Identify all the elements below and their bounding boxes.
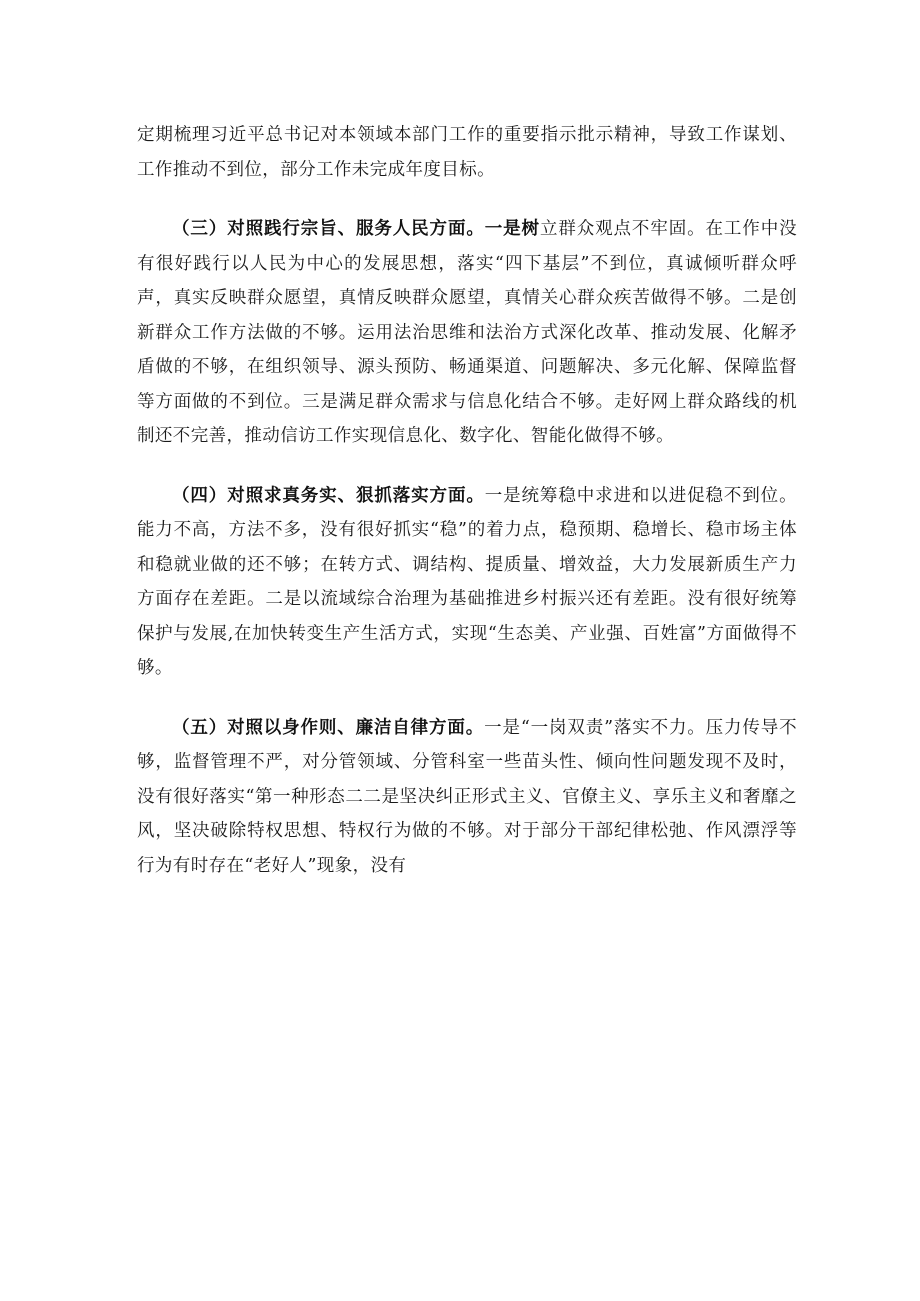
section-heading: （五）对照以身作则、廉洁自律方面。 [172, 717, 485, 738]
paragraph-section-3 [137, 212, 797, 454]
paragraph-text: 一是“一岗双责”落实不力。压力传导不够，监督管理不严，对分管领域、分管科室一些苗头性、倾向性问题发现不及时，没有很好落实“第一种形态二二是坚决纠正形式主义、官僚主义、享乐主义和奢靡之风，坚决破除特权思想、特权行为做的不够。对于部分干部纪律松弛、作风漂浮等行为有时存在“老好人”现象，没有 [137, 717, 797, 876]
paragraph-section-4 [137, 479, 797, 686]
section-heading: （四）对照求真务实、狠抓落实方面。 [172, 485, 485, 506]
paragraph-text: 立群众观点不牢固。在工作中没有很好践行以人民为中心的发展思想，落实“四下基层”不到位，真诚倾听群众呼声，真实反映群众愿望，真情反映群众愿望，真情关心群众疾苦做得不够。二是创新群众工作方法做的不够。运用法治思维和法治方式深化改革、推动发展、化解矛盾做的不够，在组织领导、源头预防、畅通渠道、问题解决、多元化解、保障监督等方面做的不到位。三是满足群众需求与信息化结合不够。走好网上群众路线的机制还不完善，推动信访工作实现信息化、数字化、智能化做得不够。 [137, 219, 797, 446]
section-heading: （三）对照践行宗旨、服务人民方面。一是树 [172, 219, 540, 239]
paragraph-text: 一是统筹稳中求进和以进促稳不到位。能力不高，方法不多，没有很好抓实“稳”的着力点，稳预期、稳增长、稳市场主体和稳就业做的还不够；在转方式、调结构、提质量、增效益，大力发展新质生产力方面存在差距。二是以流域综合治理为基础推进乡村振兴还有差距。没有很好统筹保护与发展,在加快转变生产生活方式，实现“生态美、产业强、百姓富”方面做得不够。 [137, 485, 797, 678]
paragraph-text: 定期梳理习近平总书记对本领域本部门工作的重要指示批示精神，导致工作谋划、工作推动不到位，部分工作未完成年度目标。 [137, 125, 797, 180]
document-body [137, 118, 797, 883]
paragraph-section-5 [137, 711, 797, 884]
paragraph-continuation [137, 118, 797, 187]
